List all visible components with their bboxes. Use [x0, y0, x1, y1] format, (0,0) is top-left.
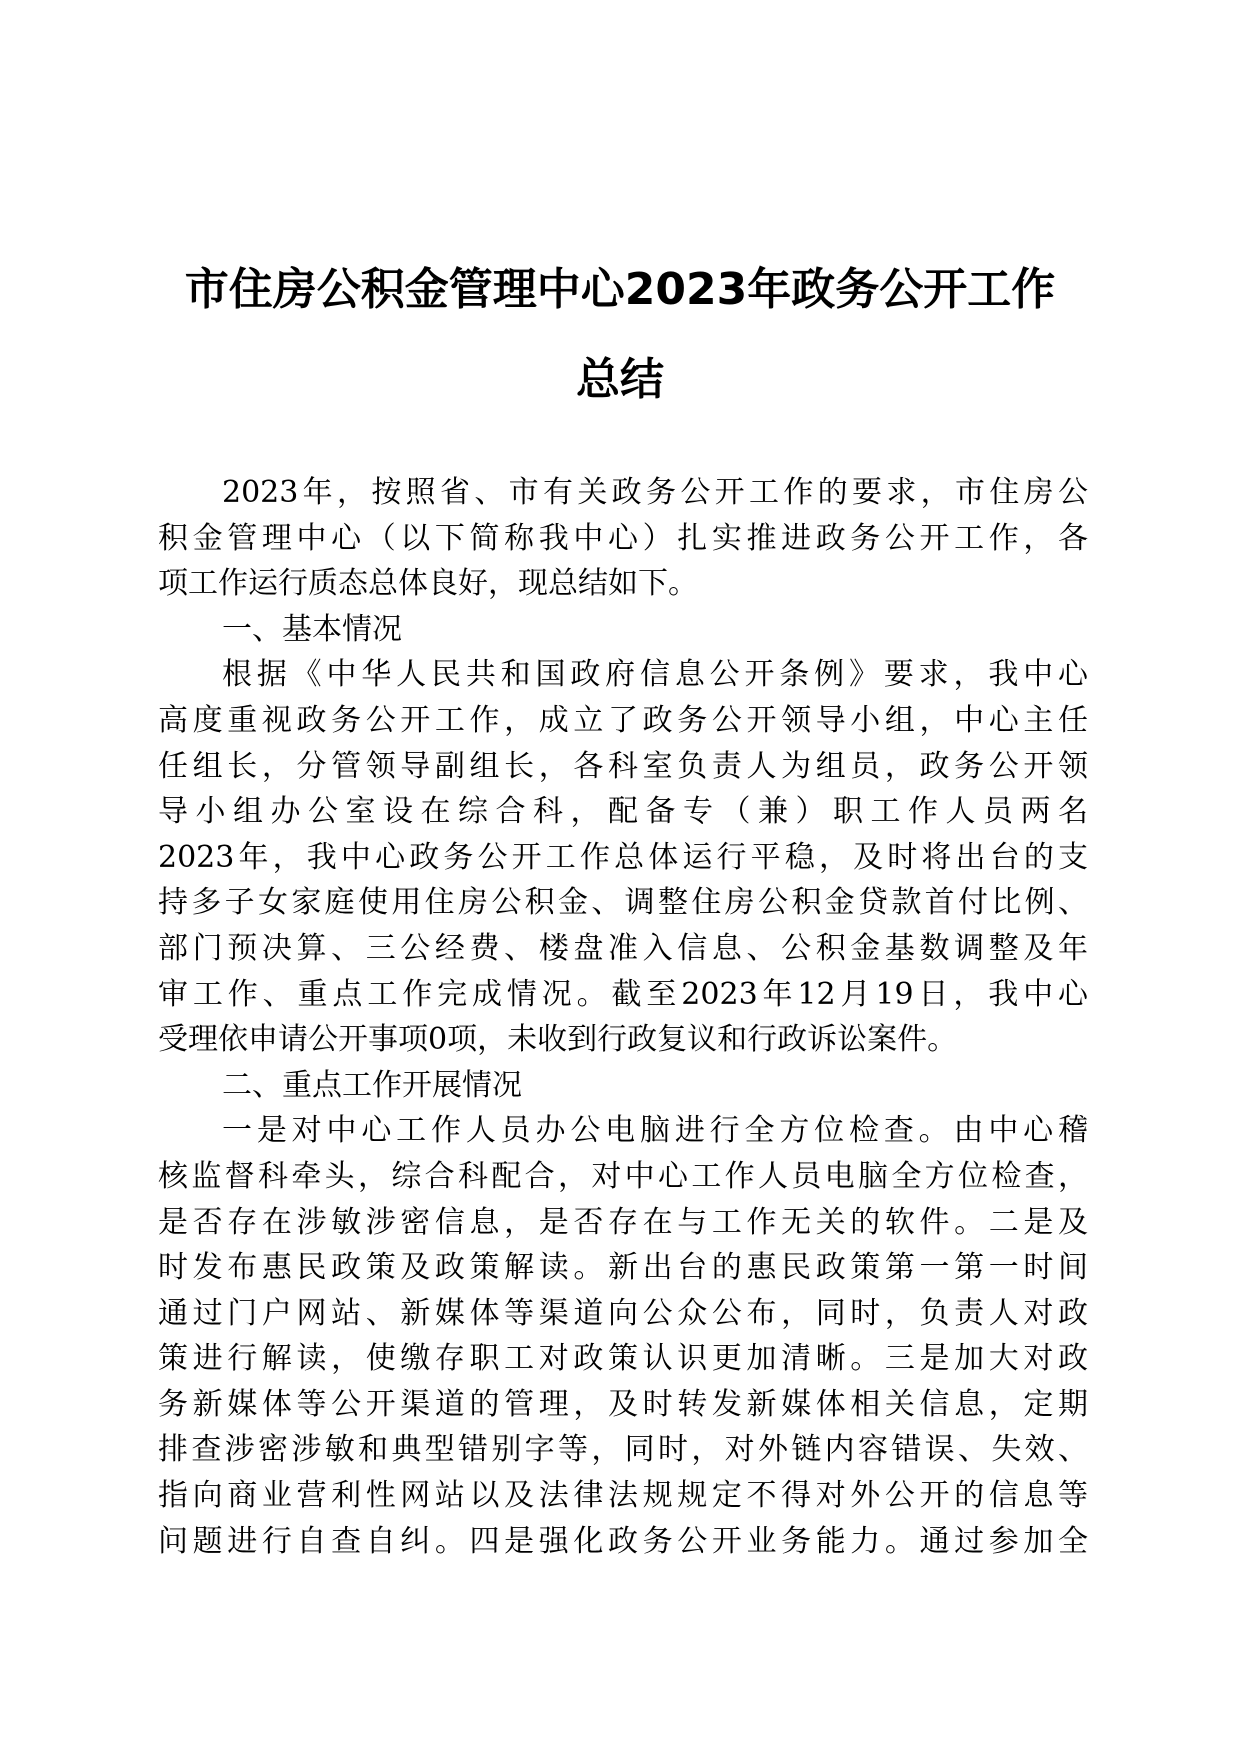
paragraph-line: 持多子女家庭使用住房公积金、调整住房公积金贷款首付比例、 — [158, 885, 1088, 921]
paragraph-line: 通过门户网站、新媒体等渠道向公众公布，同时，负责人对政 — [158, 1295, 1088, 1331]
paragraph-line: 根据《中华人民共和国政府信息公开条例》要求，我中心 — [222, 657, 1088, 693]
paragraph-line: 策进行解读，使缴存职工对政策认识更加清晰。三是加大对政 — [158, 1341, 1088, 1377]
document-title-line-1: 市住房公积金管理中心2023年政务公开工作 — [184, 264, 1056, 315]
section-heading-key-work: 二、重点工作开展情况 — [222, 1067, 522, 1103]
paragraph-line: 2023年，按照省、市有关政务公开工作的要求，市住房公 — [222, 475, 1088, 510]
paragraph-line: 积金管理中心（以下简称我中心）扎实推进政务公开工作，各 — [158, 520, 1088, 556]
paragraph-line: 部门预决算、三公经费、楼盘准入信息、公积金基数调整及年 — [158, 930, 1088, 966]
paragraph-line: 导小组办公室设在综合科，配备专（兼）职工作人员两名 — [158, 794, 1088, 830]
paragraph-line: 项工作运行质态总体良好，现总结如下。 — [158, 566, 698, 602]
paragraph-line: 指向商业营利性网站以及法律法规规定不得对外公开的信息等 — [158, 1478, 1088, 1514]
paragraph-line: 受理依申请公开事项0项，未收到行政复议和行政诉讼案件。 — [158, 1022, 958, 1058]
paragraph-line: 核监督科牵头，综合科配合，对中心工作人员电脑全方位检查， — [158, 1158, 1088, 1194]
paragraph-line: 问题进行自查自纠。四是强化政务公开业务能力。通过参加全 — [158, 1523, 1088, 1559]
paragraph-line: 2023年，我中心政务公开工作总体运行平稳，及时将出台的支 — [158, 839, 1088, 875]
paragraph-line: 务新媒体等公开渠道的管理，及时转发新媒体相关信息，定期 — [158, 1386, 1088, 1422]
document-body — [158, 470, 1088, 1564]
section-heading-basic-situation: 一、基本情况 — [222, 611, 402, 647]
paragraph-line: 时发布惠民政策及政策解读。新出台的惠民政策第一第一时间 — [158, 1250, 1088, 1286]
paragraph-line: 任组长，分管领导副组长，各科室负责人为组员，政务公开领 — [158, 748, 1088, 784]
paragraph-line: 排查涉密涉敏和典型错别字等，同时，对外链内容错误、失效、 — [158, 1432, 1088, 1468]
paragraph-line: 是否存在涉敏涉密信息，是否存在与工作无关的软件。二是及 — [158, 1204, 1088, 1240]
paragraph-line: 审工作、重点工作完成情况。截至2023年12月19日，我中心 — [158, 976, 1088, 1012]
document-title-line-2: 总结 — [576, 354, 664, 405]
paragraph-line: 一是对中心工作人员办公电脑进行全方位检查。由中心稽 — [222, 1113, 1088, 1149]
paragraph-line: 高度重视政务公开工作，成立了政务公开领导小组，中心主任 — [158, 702, 1088, 738]
